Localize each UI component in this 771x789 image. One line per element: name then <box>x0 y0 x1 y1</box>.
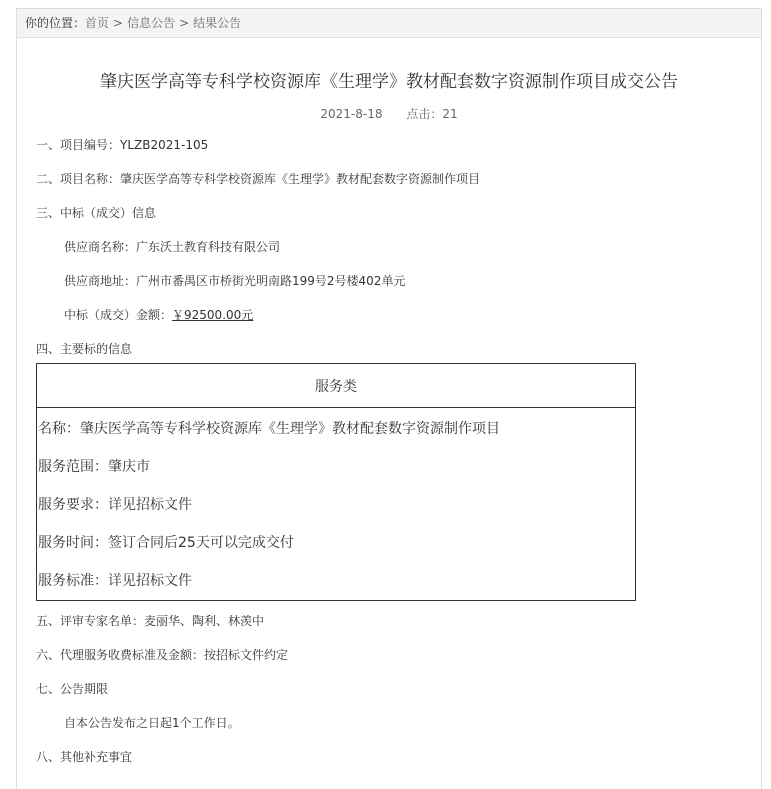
supplier-name: 供应商名称：广东沃土教育科技有限公司 <box>64 240 281 254</box>
award-amount-value: ￥92500.00元 <box>172 308 254 322</box>
service-table <box>36 363 636 601</box>
page-title: 肇庆医学高等专科学校资源库《生理学》教材配套数字资源制作项目成交公告 <box>100 72 678 92</box>
article-frame <box>16 8 762 789</box>
other-matters-heading: 八、其他补充事宜 <box>36 750 133 764</box>
award-amount <box>64 306 253 323</box>
notice-period-heading: 七、公告期限 <box>36 682 109 696</box>
award-amount-label: 中标（成交）金额： <box>64 308 173 322</box>
service-time-row: 服务时间：签订合同后25天可以完成交付 <box>38 535 294 551</box>
main-subject-heading: 四、主要标的信息 <box>36 342 133 356</box>
breadcrumb <box>17 9 761 38</box>
service-table-header: 服务类 <box>37 364 636 408</box>
supplier-address: 供应商地址：广州市番禺区市桥街光明南路199号2号楼402单元 <box>64 274 406 288</box>
service-requirement-row: 服务要求：详见招标文件 <box>38 497 192 513</box>
notice-period-text: 自本公告发布之日起1个工作日。 <box>64 716 240 730</box>
service-name-row: 名称：肇庆医学高等专科学校资源库《生理学》教材配套数字资源制作项目 <box>38 421 500 437</box>
breadcrumb-home-link[interactable]: 首页 <box>85 16 110 30</box>
project-number: 一、项目编号：YLZB2021-105 <box>36 138 209 152</box>
agency-fee: 六、代理服务收费标准及金额：按招标文件约定 <box>36 648 289 662</box>
breadcrumb-separator: > <box>113 16 124 30</box>
service-standard-row: 服务标准：详见招标文件 <box>38 573 192 589</box>
article-meta <box>17 105 761 122</box>
publish-date: 2021-8-18 <box>320 107 383 121</box>
service-scope-row: 服务范围：肇庆市 <box>38 459 150 475</box>
breadcrumb-results-link[interactable]: 结果公告 <box>193 16 242 30</box>
service-table-cell <box>37 408 636 601</box>
award-info-heading: 三、中标（成交）信息 <box>36 206 157 220</box>
breadcrumb-separator: > <box>179 16 190 30</box>
expert-list: 五、评审专家名单：麦丽华、陶利、林羡中 <box>36 614 265 628</box>
breadcrumb-label: 你的位置： <box>25 16 86 30</box>
breadcrumb-info-link[interactable]: 信息公告 <box>127 16 176 30</box>
click-count: 点击：21 <box>406 107 458 121</box>
project-name: 二、项目名称：肇庆医学高等专科学校资源库《生理学》教材配套数字资源制作项目 <box>36 172 481 186</box>
